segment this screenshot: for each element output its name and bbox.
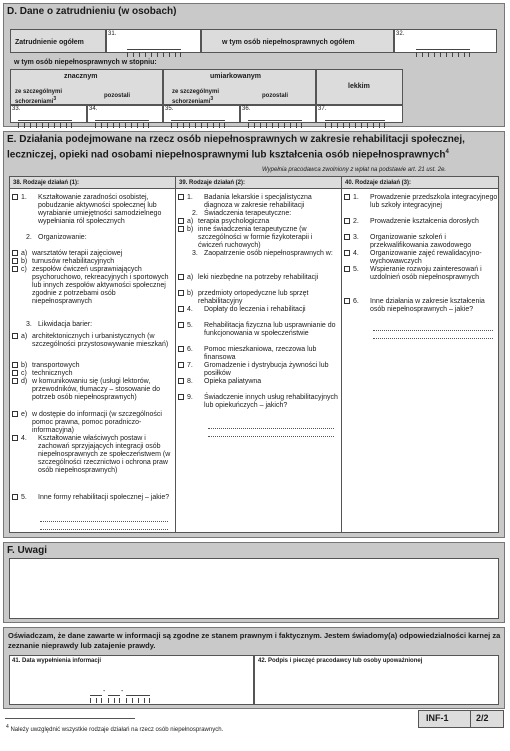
checkbox[interactable] <box>178 362 184 368</box>
col2-item-number: 7. <box>187 362 193 369</box>
col1-item-label: zespołów ćwiczeń usprawniających psychoruchowo, rekreacyjnych i sportowych lub innych zespołów aktywności społecznej zgodnie z potrzebami osób niepełnosprawnych <box>32 266 169 305</box>
col3-writein-line-2[interactable] <box>373 338 493 339</box>
col1-item-label: Likwidacja barier: <box>38 321 93 328</box>
checkbox[interactable] <box>178 346 184 352</box>
footnote <box>6 724 223 734</box>
field-31-digits[interactable] <box>127 44 181 50</box>
field-32-digits[interactable] <box>416 44 470 50</box>
col2-item-label: Świadczenie innych usług rehabilitacyjnych lub opiekuńczych – jakich? <box>204 394 338 409</box>
section-e-title <box>7 134 497 161</box>
col2-item <box>178 250 338 257</box>
col1-item-number: a) <box>21 333 28 340</box>
degree-light-label: lekkim <box>348 83 370 90</box>
col-divider-2 <box>341 177 342 532</box>
col2-item[interactable] <box>178 306 338 313</box>
field-35-number: 35. <box>165 106 174 112</box>
col1-item-marker <box>12 194 27 202</box>
col1-item-label: Organizowanie: <box>38 234 87 241</box>
col1-item[interactable] <box>12 494 172 501</box>
field-34-digits[interactable] <box>95 115 149 121</box>
field-37-digits[interactable] <box>325 115 385 121</box>
checkbox[interactable] <box>344 234 350 240</box>
field-31-number: 31. <box>108 31 117 37</box>
field-41-label: 41. Data wypełnienia informacji <box>12 658 102 664</box>
col2-item-marker <box>178 290 194 298</box>
checkbox[interactable] <box>12 370 18 376</box>
col2-item-marker <box>178 306 193 314</box>
checkbox[interactable] <box>178 394 184 400</box>
col2-item-number: 5. <box>187 322 193 329</box>
remarks-box[interactable] <box>9 558 499 619</box>
col3-item-number: 3. <box>353 234 359 241</box>
field-34-number: 34. <box>89 106 98 112</box>
col3-item-label: Prowadzenie kształcenia dorosłych <box>370 218 479 225</box>
col2-item[interactable] <box>178 322 338 337</box>
col2-item-number: b) <box>187 290 194 297</box>
checkbox[interactable] <box>344 218 350 224</box>
checkbox[interactable] <box>12 258 18 264</box>
col1-writein-line-1[interactable] <box>40 521 168 522</box>
col3-item-label: Wspieranie rozwoju zainteresowań i uzdolnień osób niepełnosprawnych <box>370 266 482 281</box>
col3-title: 40. Rodzaje działań (3): <box>345 180 412 186</box>
checkbox[interactable] <box>344 266 350 272</box>
date-year[interactable] <box>126 690 150 696</box>
col3-item-label: Organizowanie szkoleń i przekwalifikowania zawodowego <box>370 234 472 249</box>
section-e-note: Wypełnia pracodawca zwolniony z wpłat na podstawie art. 21 ust. 2e. <box>262 167 447 173</box>
col2-item-number: a) <box>187 274 194 281</box>
col2-item-number: 4. <box>187 306 193 313</box>
total-employment-label: Zatrudnienie ogółem <box>15 39 84 46</box>
col2-title: 39. Rodzaje działań (2): <box>179 180 246 186</box>
col1-item[interactable] <box>12 362 172 369</box>
col3-item-label: Organizowanie zajęć rewalidacyjno-wychowawczych <box>370 250 482 265</box>
col2-item-marker <box>178 226 194 234</box>
col2-item-label: Opieka paliatywna <box>204 378 262 385</box>
col2-item-marker <box>178 394 193 402</box>
col2-item-marker <box>178 194 193 202</box>
checkbox[interactable] <box>12 378 18 384</box>
col3-item-marker <box>344 234 359 242</box>
col1-item-marker <box>12 378 28 386</box>
checkbox[interactable] <box>178 218 184 224</box>
col1-item-number: 5. <box>21 494 27 501</box>
checkbox[interactable] <box>178 306 184 312</box>
degree-significant-label: znacznym <box>64 73 98 80</box>
col1-item[interactable] <box>12 266 172 305</box>
section-e-title-sup: 4 <box>445 149 449 155</box>
col2-item-label: inne świadczenia terapeutyczne (w szczególności w formie fizykoterapii i ćwiczeń ruchowych) <box>198 226 313 249</box>
col2-item-label: terapia psychologiczna <box>198 218 270 225</box>
field-33-digits[interactable] <box>18 115 72 121</box>
col1-item-label: transportowych <box>32 362 80 369</box>
col1-item[interactable] <box>12 435 172 474</box>
date-sep-1: - <box>103 688 106 695</box>
col2-item[interactable] <box>178 362 338 377</box>
col1-item[interactable] <box>12 411 172 434</box>
col2-item-label: Dopłaty do leczenia i rehabilitacji <box>204 306 306 313</box>
col1-item-label: architektonicznych i urbanistycznych (w szczególności przystosowywanie mieszkań) <box>32 333 169 348</box>
col1-item-number: c) <box>21 370 27 377</box>
col1-item-marker <box>12 370 27 378</box>
col1-item-label: warsztatów terapii zajęciowej <box>32 250 123 257</box>
footnote-text: Należy uwzględnić wszystkie rodzaje działań na rzecz osób niepełnosprawnych. <box>10 727 224 733</box>
col1-item-label: w dostępie do informacji (w szczególności pomoc prawna, pomoc poradniczo-informacyjna) <box>32 411 162 434</box>
col3-item-number: 4. <box>353 250 359 257</box>
col1-item-number: b) <box>21 362 28 369</box>
col1-item-marker <box>12 494 27 502</box>
col3-item-marker <box>344 298 359 306</box>
declaration-text: Oświadczam, że dane zawarte w informacji są zgodne ze stanem prawnym i faktycznym. Jestem świadomy(a) odpowiedzialności karnej za zeznanie nieprawdy lub zatajenie prawdy. <box>8 631 501 650</box>
activities-header-row <box>10 177 498 189</box>
col2-item[interactable] <box>178 394 338 409</box>
degree-label: w tym osób niepełnosprawnych w stopniu: <box>14 59 157 66</box>
col2-item[interactable] <box>178 290 338 305</box>
col2-item-marker <box>178 322 193 330</box>
col2-item[interactable] <box>178 194 338 209</box>
col1-item-label: technicznych <box>32 370 73 377</box>
col1-item-number: 1. <box>21 194 27 201</box>
col1-item-label: Inne formy rehabilitacji społecznej – jakie? <box>38 494 170 501</box>
col1-item-marker <box>12 435 27 443</box>
col2-item-number: 8. <box>187 378 193 385</box>
date-month[interactable] <box>108 690 120 696</box>
col2-item[interactable] <box>178 274 338 281</box>
moderate-other-label: pozostali <box>262 93 289 99</box>
col-divider-1 <box>175 177 176 532</box>
date-sep-2: - <box>121 688 124 695</box>
col2-item-label: Świadczenia terapeutyczne: <box>204 210 292 217</box>
col2-item-label: leki niezbędne na potrzeby rehabilitacji <box>198 274 319 281</box>
checkbox[interactable] <box>178 290 184 296</box>
field-35-digits[interactable] <box>171 115 225 121</box>
checkbox[interactable] <box>12 333 18 339</box>
col1-item-number: 3. <box>26 321 32 328</box>
field-33-number: 33. <box>12 106 21 112</box>
date-day[interactable] <box>90 690 102 696</box>
col1-item-number: b) <box>21 258 28 265</box>
checkbox[interactable] <box>12 362 18 368</box>
col3-item-marker <box>344 218 359 226</box>
col1-item[interactable] <box>12 258 172 265</box>
col1-item-number: 2. <box>26 234 32 241</box>
col2-item-marker <box>178 378 193 386</box>
col2-item-number: a) <box>187 218 194 225</box>
checkbox[interactable] <box>344 298 350 304</box>
col1-item-marker <box>12 266 27 274</box>
col3-item-marker <box>344 194 359 202</box>
col3-item[interactable] <box>344 266 498 281</box>
col2-item[interactable] <box>178 218 338 225</box>
col1-item-label: Kształtowanie zaradności osobistej, pobudzanie aktywności społecznej lub wyrabianie umiejętności samodzielnego wypełniania ról społecznych <box>38 194 162 225</box>
field-32-number: 32. <box>396 31 405 37</box>
col1-item-number: 4. <box>21 435 27 442</box>
col1-item-marker <box>12 411 28 419</box>
col3-item-marker <box>344 250 359 258</box>
col1-item[interactable] <box>12 250 172 257</box>
col1-item[interactable] <box>12 333 172 348</box>
col1-item-number: c) <box>21 266 27 273</box>
field-36-digits[interactable] <box>248 115 302 121</box>
field-37-number: 37. <box>318 106 327 112</box>
significant-other-label: pozostali <box>104 93 131 99</box>
field-36-number: 36. <box>242 106 251 112</box>
section-d-title: D. Dane o zatrudnieniu (w osobach) <box>7 6 177 17</box>
col2-item-marker <box>178 274 194 282</box>
col1-writein-line-2[interactable] <box>40 529 168 530</box>
col2-item-marker <box>178 218 194 226</box>
col3-writein-line-1[interactable] <box>373 330 493 331</box>
col2-item[interactable] <box>178 378 338 385</box>
col3-item-number: 5. <box>353 266 359 273</box>
col3-item-number: 1. <box>353 194 359 201</box>
checkbox[interactable] <box>178 226 184 232</box>
checkbox[interactable] <box>12 266 18 272</box>
col2-item-label: przedmioty ortopedyczne lub sprzęt rehabilitacyjny <box>198 290 309 305</box>
checkbox[interactable] <box>344 194 350 200</box>
col2-item-label: Pomoc mieszkaniowa, rzeczowa lub finansowa <box>204 346 317 361</box>
col3-item-label: Prowadzenie przedszkola integracyjnego lub szkoły integracyjnej <box>370 194 498 209</box>
moderate-mental-label <box>172 89 236 106</box>
col1-item-number: e) <box>21 411 28 418</box>
col2-item-number: 1. <box>187 194 193 201</box>
degree-moderate-label: umiarkowanym <box>210 73 261 80</box>
col1-item[interactable] <box>12 378 172 401</box>
col1-item[interactable] <box>12 194 172 225</box>
col2-item-number: b) <box>187 226 194 233</box>
significant-mental-label <box>15 89 79 106</box>
col2-item-label: Badania lekarskie i specjalistyczna diagnoza w zakresie rehabilitacji <box>204 194 312 209</box>
section-e-title-text: E. Działania podejmowane na rzecz osób niepełnosprawnych w zakresie rehabilitacji społecznej, leczniczej, opieki nad osobami niepełnosprawnymi lub kształcenia osób niepełnosprawnych <box>7 134 465 161</box>
col2-item-marker <box>178 362 193 370</box>
footnote-rule <box>5 718 135 719</box>
form-id-divider <box>470 710 471 728</box>
col1-item-marker <box>12 362 28 370</box>
col2-item-label: Rehabilitacja fizyczna lub usprawnianie do funkcjonowania w społeczeństwie <box>204 322 336 337</box>
col2-writein-line-2[interactable] <box>208 436 334 437</box>
col3-item[interactable] <box>344 194 498 209</box>
col3-item[interactable] <box>344 250 498 265</box>
checkbox[interactable] <box>344 250 350 256</box>
col2-item-number: 3. <box>192 250 198 257</box>
significant-mental-sup: 3 <box>53 96 57 102</box>
col2-item[interactable] <box>178 226 338 249</box>
checkbox[interactable] <box>178 194 184 200</box>
col3-item[interactable] <box>344 234 498 249</box>
col1-item[interactable] <box>12 370 172 377</box>
col1-item-number: d) <box>21 378 28 385</box>
checkbox[interactable] <box>178 322 184 328</box>
checkbox[interactable] <box>12 435 18 441</box>
checkbox[interactable] <box>12 194 18 200</box>
checkbox[interactable] <box>12 494 18 500</box>
col2-item-number: 6. <box>187 346 193 353</box>
col1-item-label: w komunikowaniu się (usługi lektorów, przewodników, tłumaczy – stosowanie do potrzeb osób niepełnosprawnych) <box>32 378 161 401</box>
col1-item-marker <box>12 250 28 258</box>
page-number: 2/2 <box>476 713 489 723</box>
col3-item-number: 2. <box>353 218 359 225</box>
col2-writein-line-1[interactable] <box>208 428 334 429</box>
significant-mental-text: ze szczególnymi schorzeniami <box>15 89 63 105</box>
col2-item-marker <box>178 346 193 354</box>
col2-item[interactable] <box>178 346 338 361</box>
section-f-title: F. Uwagi <box>7 545 48 556</box>
col1-title: 38. Rodzaje działań (1): <box>13 180 80 186</box>
col3-item-marker <box>344 266 359 274</box>
checkbox[interactable] <box>12 250 18 256</box>
col2-item-number: 2. <box>192 210 198 217</box>
checkbox[interactable] <box>178 378 184 384</box>
footnote-mark: 4 <box>6 724 9 730</box>
col3-item-label: Inne działania w zakresie kształcenia osób niepełnosprawnych – jakie? <box>370 298 485 313</box>
col2-item-label: Zaopatrzenie osób niepełnosprawnych w: <box>204 250 333 257</box>
field-42-label: 42. Podpis i pieczęć pracodawcy lub osoby upoważnionej <box>258 658 423 664</box>
col2-item-label: Gromadzenie i dystrybucja żywności lub posiłków <box>204 362 329 377</box>
col3-item[interactable] <box>344 298 498 313</box>
form-id: INF-1 <box>426 713 449 723</box>
disabled-total-label: w tym osób niepełnosprawnych ogółem <box>222 39 355 46</box>
col1-item-marker <box>12 258 28 266</box>
col2-item <box>178 210 338 217</box>
moderate-mental-text: ze szczególnymi schorzeniami <box>172 89 220 105</box>
col1-item-label: turnusów rehabilitacyjnych <box>32 258 115 265</box>
col1-item-marker <box>12 333 28 341</box>
checkbox[interactable] <box>12 411 18 417</box>
moderate-mental-sup: 3 <box>210 96 214 102</box>
checkbox[interactable] <box>178 274 184 280</box>
col1-item-label: Kształtowanie właściwych postaw i zachowań sprzyjających integracji osób niepełnosprawnych ze społeczeństwem (w szczególności rzecznictwo i ochrona praw osób niepełnosprawnych) <box>38 435 171 474</box>
col3-item-number: 6. <box>353 298 359 305</box>
col1-item-number: a) <box>21 250 28 257</box>
col3-item[interactable] <box>344 218 498 225</box>
col2-item-number: 9. <box>187 394 193 401</box>
col1-item <box>12 321 172 328</box>
col1-item <box>12 234 172 241</box>
